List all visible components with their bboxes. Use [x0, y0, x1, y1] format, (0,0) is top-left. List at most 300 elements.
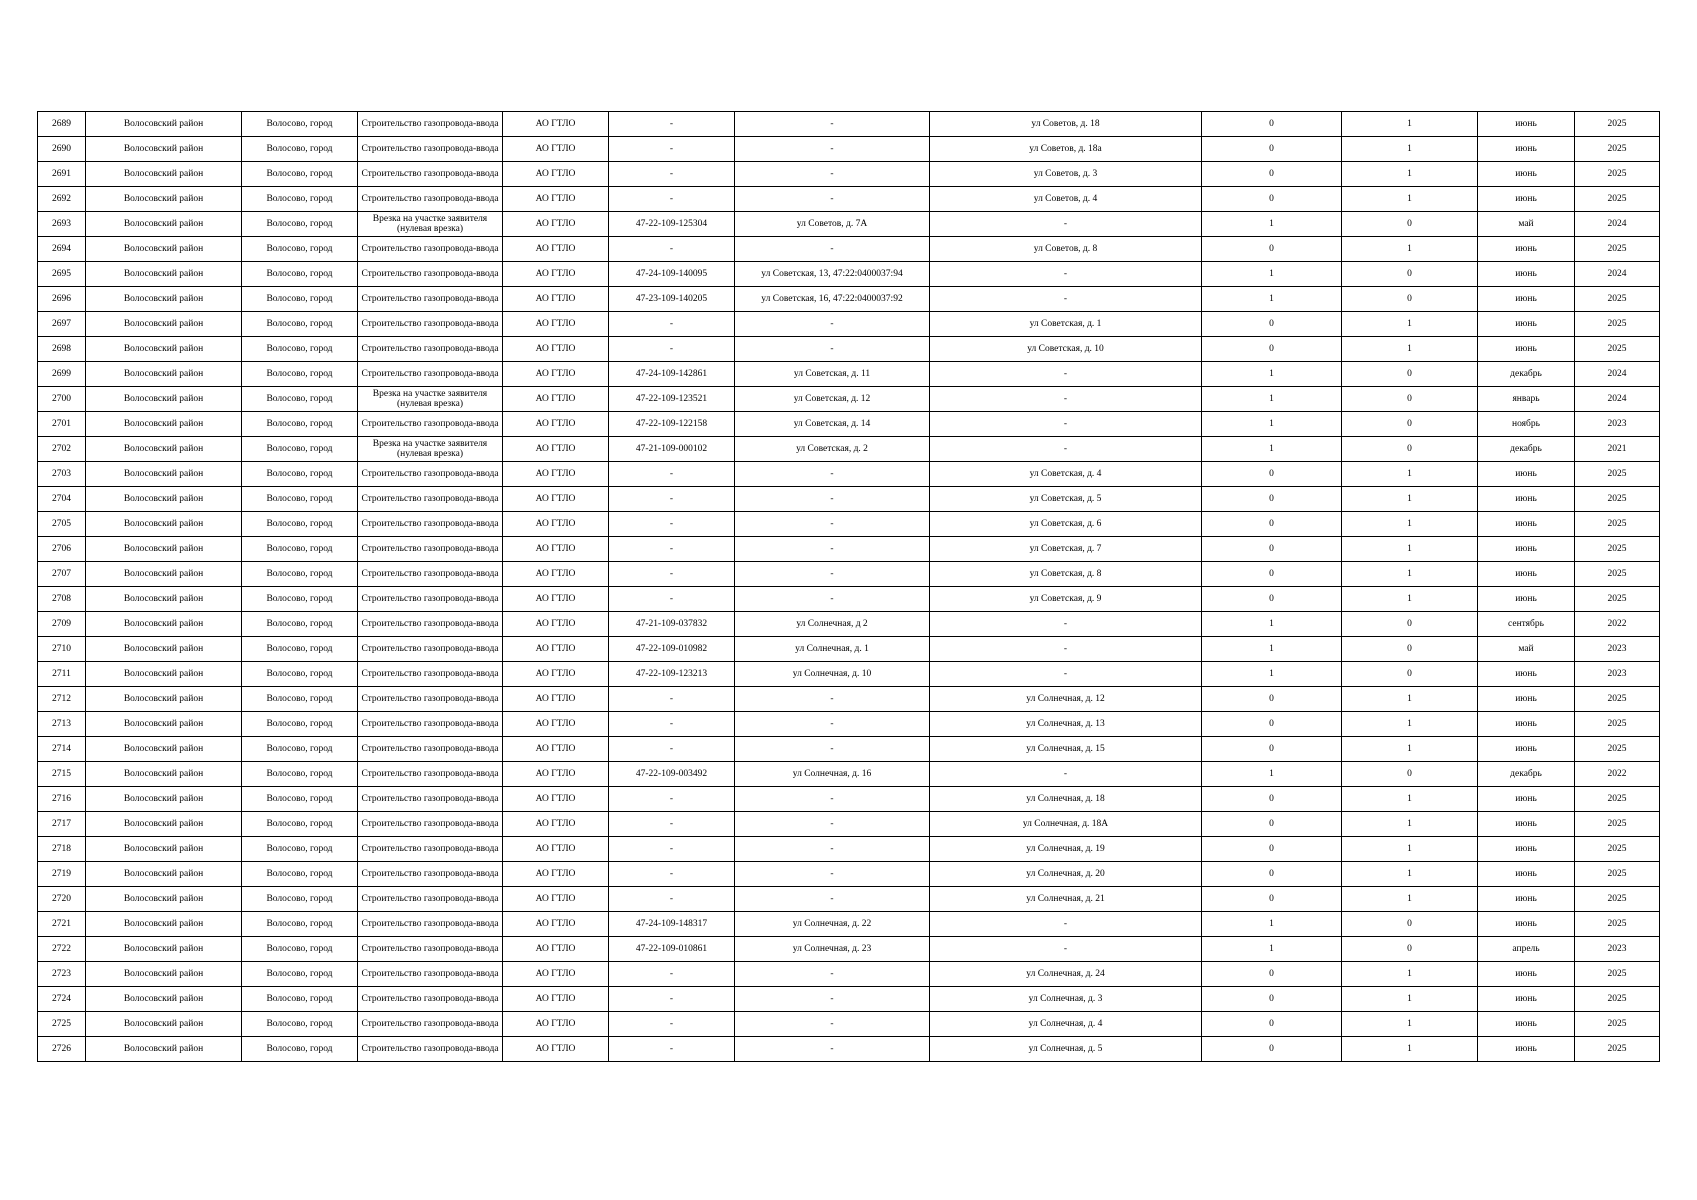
- count-a-cell: 0: [1202, 562, 1342, 587]
- district-cell: Волосовский район: [86, 612, 242, 637]
- count-b-cell: 1: [1342, 337, 1478, 362]
- month-cell: июнь: [1478, 1037, 1575, 1062]
- work-type-cell: Строительство газопровода-ввода: [358, 637, 503, 662]
- month-cell: июнь: [1478, 812, 1575, 837]
- object-address-cell: -: [930, 937, 1202, 962]
- applicant-address-cell: -: [735, 487, 930, 512]
- settlement-cell: Волосово, город: [242, 1037, 358, 1062]
- object-address-cell: -: [930, 437, 1202, 462]
- table-row: [38, 412, 1660, 437]
- table-row: [38, 912, 1660, 937]
- application-number-cell: -: [609, 987, 735, 1012]
- year-cell: 2025: [1575, 287, 1660, 312]
- work-type-cell: Врезка на участке заявителя (нулевая врезка): [358, 387, 503, 412]
- organization-cell: АО ГТЛО: [503, 362, 609, 387]
- applicant-address-cell: -: [735, 512, 930, 537]
- application-number-cell: 47-22-109-010861: [609, 937, 735, 962]
- row-number-cell: 2694: [38, 237, 86, 262]
- object-address-cell: ул Солнечная, д. 13: [930, 712, 1202, 737]
- count-a-cell: 0: [1202, 237, 1342, 262]
- settlement-cell: Волосово, город: [242, 987, 358, 1012]
- organization-cell: АО ГТЛО: [503, 837, 609, 862]
- settlement-cell: Волосово, город: [242, 837, 358, 862]
- count-b-cell: 1: [1342, 712, 1478, 737]
- application-number-cell: -: [609, 862, 735, 887]
- applicant-address-cell: ул Советская, д. 12: [735, 387, 930, 412]
- settlement-cell: Волосово, город: [242, 237, 358, 262]
- work-type-cell: Строительство газопровода-ввода: [358, 1037, 503, 1062]
- count-a-cell: 0: [1202, 737, 1342, 762]
- district-cell: Волосовский район: [86, 912, 242, 937]
- settlement-cell: Волосово, город: [242, 887, 358, 912]
- organization-cell: АО ГТЛО: [503, 637, 609, 662]
- district-cell: Волосовский район: [86, 287, 242, 312]
- organization-cell: АО ГТЛО: [503, 712, 609, 737]
- month-cell: июнь: [1478, 587, 1575, 612]
- count-a-cell: 0: [1202, 462, 1342, 487]
- application-number-cell: 47-21-109-000102: [609, 437, 735, 462]
- application-number-cell: 47-22-109-010982: [609, 637, 735, 662]
- table-row: [38, 1012, 1660, 1037]
- settlement-cell: Волосово, город: [242, 612, 358, 637]
- object-address-cell: ул Солнечная, д. 19: [930, 837, 1202, 862]
- application-number-cell: -: [609, 537, 735, 562]
- applicant-address-cell: -: [735, 112, 930, 137]
- organization-cell: АО ГТЛО: [503, 512, 609, 537]
- month-cell: июнь: [1478, 512, 1575, 537]
- settlement-cell: Волосово, город: [242, 112, 358, 137]
- table-row: [38, 987, 1660, 1012]
- applicant-address-cell: -: [735, 712, 930, 737]
- work-type-cell: Врезка на участке заявителя (нулевая врезка): [358, 212, 503, 237]
- table-row: [38, 337, 1660, 362]
- month-cell: июнь: [1478, 1012, 1575, 1037]
- organization-cell: АО ГТЛО: [503, 537, 609, 562]
- settlement-cell: Волосово, город: [242, 437, 358, 462]
- row-number-cell: 2697: [38, 312, 86, 337]
- organization-cell: АО ГТЛО: [503, 1037, 609, 1062]
- applicant-address-cell: ул Солнечная, д. 23: [735, 937, 930, 962]
- settlement-cell: Волосово, город: [242, 637, 358, 662]
- count-a-cell: 0: [1202, 787, 1342, 812]
- row-number-cell: 2707: [38, 562, 86, 587]
- month-cell: ноябрь: [1478, 412, 1575, 437]
- application-number-cell: -: [609, 462, 735, 487]
- row-number-cell: 2716: [38, 787, 86, 812]
- object-address-cell: ул Советская, д. 5: [930, 487, 1202, 512]
- row-number-cell: 2725: [38, 1012, 86, 1037]
- count-a-cell: 0: [1202, 587, 1342, 612]
- district-cell: Волосовский район: [86, 237, 242, 262]
- table-row: [38, 287, 1660, 312]
- table-row: [38, 487, 1660, 512]
- district-cell: Волосовский район: [86, 137, 242, 162]
- year-cell: 2023: [1575, 412, 1660, 437]
- application-number-cell: 47-22-109-122158: [609, 412, 735, 437]
- work-type-cell: Строительство газопровода-ввода: [358, 287, 503, 312]
- table-row: [38, 362, 1660, 387]
- applicant-address-cell: -: [735, 337, 930, 362]
- settlement-cell: Волосово, город: [242, 737, 358, 762]
- work-type-cell: Строительство газопровода-ввода: [358, 262, 503, 287]
- count-b-cell: 0: [1342, 637, 1478, 662]
- month-cell: июнь: [1478, 887, 1575, 912]
- work-type-cell: Строительство газопровода-ввода: [358, 862, 503, 887]
- work-type-cell: Строительство газопровода-ввода: [358, 887, 503, 912]
- settlement-cell: Волосово, город: [242, 162, 358, 187]
- district-cell: Волосовский район: [86, 937, 242, 962]
- count-b-cell: 1: [1342, 237, 1478, 262]
- district-cell: Волосовский район: [86, 512, 242, 537]
- count-b-cell: 1: [1342, 737, 1478, 762]
- district-cell: Волосовский район: [86, 362, 242, 387]
- count-b-cell: 0: [1342, 762, 1478, 787]
- year-cell: 2025: [1575, 462, 1660, 487]
- object-address-cell: ул Советов, д. 3: [930, 162, 1202, 187]
- row-number-cell: 2713: [38, 712, 86, 737]
- year-cell: 2025: [1575, 712, 1660, 737]
- count-a-cell: 0: [1202, 512, 1342, 537]
- settlement-cell: Волосово, город: [242, 712, 358, 737]
- table-row: [38, 437, 1660, 462]
- application-number-cell: 47-22-109-003492: [609, 762, 735, 787]
- table-row: [38, 662, 1660, 687]
- row-number-cell: 2711: [38, 662, 86, 687]
- table-row: [38, 162, 1660, 187]
- settlement-cell: Волосово, город: [242, 512, 358, 537]
- row-number-cell: 2723: [38, 962, 86, 987]
- work-type-cell: Строительство газопровода-ввода: [358, 112, 503, 137]
- application-number-cell: -: [609, 837, 735, 862]
- count-a-cell: 0: [1202, 862, 1342, 887]
- applicant-address-cell: -: [735, 1037, 930, 1062]
- object-address-cell: ул Советская, д. 7: [930, 537, 1202, 562]
- month-cell: июнь: [1478, 187, 1575, 212]
- district-cell: Волосовский район: [86, 437, 242, 462]
- settlement-cell: Волосово, город: [242, 337, 358, 362]
- count-b-cell: 0: [1342, 287, 1478, 312]
- year-cell: 2025: [1575, 812, 1660, 837]
- count-a-cell: 1: [1202, 212, 1342, 237]
- month-cell: декабрь: [1478, 362, 1575, 387]
- object-address-cell: ул Советская, д. 8: [930, 562, 1202, 587]
- object-address-cell: ул Советская, д. 9: [930, 587, 1202, 612]
- organization-cell: АО ГТЛО: [503, 287, 609, 312]
- month-cell: июнь: [1478, 912, 1575, 937]
- count-a-cell: 0: [1202, 112, 1342, 137]
- applicant-address-cell: -: [735, 962, 930, 987]
- district-cell: Волосовский район: [86, 587, 242, 612]
- district-cell: Волосовский район: [86, 762, 242, 787]
- table-row: [38, 237, 1660, 262]
- work-type-cell: Строительство газопровода-ввода: [358, 362, 503, 387]
- applicant-address-cell: ул Советов, д. 7А: [735, 212, 930, 237]
- count-a-cell: 0: [1202, 837, 1342, 862]
- applicant-address-cell: -: [735, 312, 930, 337]
- month-cell: июнь: [1478, 787, 1575, 812]
- year-cell: 2025: [1575, 1037, 1660, 1062]
- row-number-cell: 2702: [38, 437, 86, 462]
- district-cell: Волосовский район: [86, 787, 242, 812]
- applicant-address-cell: -: [735, 812, 930, 837]
- work-type-cell: Строительство газопровода-ввода: [358, 1012, 503, 1037]
- count-b-cell: 0: [1342, 262, 1478, 287]
- year-cell: 2025: [1575, 962, 1660, 987]
- table-row: [38, 587, 1660, 612]
- year-cell: 2025: [1575, 312, 1660, 337]
- applicant-address-cell: -: [735, 237, 930, 262]
- object-address-cell: -: [930, 912, 1202, 937]
- month-cell: май: [1478, 212, 1575, 237]
- object-address-cell: ул Советов, д. 18а: [930, 137, 1202, 162]
- count-b-cell: 0: [1342, 412, 1478, 437]
- work-type-cell: Строительство газопровода-ввода: [358, 687, 503, 712]
- application-number-cell: -: [609, 962, 735, 987]
- organization-cell: АО ГТЛО: [503, 937, 609, 962]
- year-cell: 2025: [1575, 237, 1660, 262]
- district-cell: Волосовский район: [86, 462, 242, 487]
- work-type-cell: Строительство газопровода-ввода: [358, 612, 503, 637]
- organization-cell: АО ГТЛО: [503, 762, 609, 787]
- table-row: [38, 637, 1660, 662]
- count-a-cell: 1: [1202, 437, 1342, 462]
- settlement-cell: Волосово, город: [242, 587, 358, 612]
- settlement-cell: Волосово, город: [242, 387, 358, 412]
- applicant-address-cell: -: [735, 187, 930, 212]
- count-b-cell: 0: [1342, 912, 1478, 937]
- year-cell: 2025: [1575, 987, 1660, 1012]
- object-address-cell: -: [930, 212, 1202, 237]
- year-cell: 2023: [1575, 637, 1660, 662]
- organization-cell: АО ГТЛО: [503, 987, 609, 1012]
- count-b-cell: 0: [1342, 612, 1478, 637]
- year-cell: 2025: [1575, 787, 1660, 812]
- district-cell: Волосовский район: [86, 812, 242, 837]
- year-cell: 2022: [1575, 762, 1660, 787]
- settlement-cell: Волосово, город: [242, 212, 358, 237]
- row-number-cell: 2717: [38, 812, 86, 837]
- row-number-cell: 2699: [38, 362, 86, 387]
- month-cell: июнь: [1478, 562, 1575, 587]
- organization-cell: АО ГТЛО: [503, 1012, 609, 1037]
- settlement-cell: Волосово, город: [242, 812, 358, 837]
- application-number-cell: 47-21-109-037832: [609, 612, 735, 637]
- object-address-cell: -: [930, 637, 1202, 662]
- district-cell: Волосовский район: [86, 662, 242, 687]
- organization-cell: АО ГТЛО: [503, 237, 609, 262]
- count-a-cell: 0: [1202, 1037, 1342, 1062]
- count-a-cell: 0: [1202, 962, 1342, 987]
- organization-cell: АО ГТЛО: [503, 387, 609, 412]
- count-a-cell: 1: [1202, 412, 1342, 437]
- district-cell: Волосовский район: [86, 262, 242, 287]
- count-a-cell: 0: [1202, 1012, 1342, 1037]
- month-cell: январь: [1478, 387, 1575, 412]
- settlement-cell: Волосово, город: [242, 562, 358, 587]
- district-cell: Волосовский район: [86, 1012, 242, 1037]
- count-b-cell: 1: [1342, 587, 1478, 612]
- count-a-cell: 0: [1202, 712, 1342, 737]
- year-cell: 2025: [1575, 162, 1660, 187]
- count-b-cell: 1: [1342, 887, 1478, 912]
- application-number-cell: 47-23-109-140205: [609, 287, 735, 312]
- table-row: [38, 787, 1660, 812]
- object-address-cell: ул Советская, д. 1: [930, 312, 1202, 337]
- count-b-cell: 1: [1342, 137, 1478, 162]
- object-address-cell: ул Советов, д. 8: [930, 237, 1202, 262]
- settlement-cell: Волосово, город: [242, 362, 358, 387]
- table-row: [38, 312, 1660, 337]
- work-type-cell: Строительство газопровода-ввода: [358, 762, 503, 787]
- row-number-cell: 2715: [38, 762, 86, 787]
- count-b-cell: 1: [1342, 562, 1478, 587]
- month-cell: июнь: [1478, 162, 1575, 187]
- organization-cell: АО ГТЛО: [503, 137, 609, 162]
- year-cell: 2025: [1575, 562, 1660, 587]
- applicant-address-cell: -: [735, 562, 930, 587]
- settlement-cell: Волосово, город: [242, 912, 358, 937]
- year-cell: 2025: [1575, 337, 1660, 362]
- organization-cell: АО ГТЛО: [503, 212, 609, 237]
- applicant-address-cell: ул Солнечная, д. 10: [735, 662, 930, 687]
- district-cell: Волосовский район: [86, 537, 242, 562]
- applicant-address-cell: -: [735, 987, 930, 1012]
- month-cell: июнь: [1478, 837, 1575, 862]
- district-cell: Волосовский район: [86, 487, 242, 512]
- district-cell: Волосовский район: [86, 212, 242, 237]
- count-a-cell: 0: [1202, 537, 1342, 562]
- count-a-cell: 0: [1202, 687, 1342, 712]
- settlement-cell: Волосово, город: [242, 1012, 358, 1037]
- organization-cell: АО ГТЛО: [503, 612, 609, 637]
- district-cell: Волосовский район: [86, 637, 242, 662]
- work-type-cell: Строительство газопровода-ввода: [358, 137, 503, 162]
- table-row: [38, 962, 1660, 987]
- application-number-cell: -: [609, 487, 735, 512]
- month-cell: июнь: [1478, 462, 1575, 487]
- row-number-cell: 2706: [38, 537, 86, 562]
- month-cell: июнь: [1478, 112, 1575, 137]
- count-b-cell: 1: [1342, 812, 1478, 837]
- applicant-address-cell: -: [735, 462, 930, 487]
- work-type-cell: Строительство газопровода-ввода: [358, 987, 503, 1012]
- object-address-cell: ул Солнечная, д. 21: [930, 887, 1202, 912]
- table-row: [38, 262, 1660, 287]
- row-number-cell: 2689: [38, 112, 86, 137]
- year-cell: 2023: [1575, 662, 1660, 687]
- row-number-cell: 2721: [38, 912, 86, 937]
- organization-cell: АО ГТЛО: [503, 787, 609, 812]
- applicant-address-cell: -: [735, 837, 930, 862]
- work-type-cell: Строительство газопровода-ввода: [358, 537, 503, 562]
- row-number-cell: 2695: [38, 262, 86, 287]
- settlement-cell: Волосово, город: [242, 662, 358, 687]
- application-number-cell: -: [609, 812, 735, 837]
- district-cell: Волосовский район: [86, 687, 242, 712]
- settlement-cell: Волосово, город: [242, 412, 358, 437]
- district-cell: Волосовский район: [86, 162, 242, 187]
- count-a-cell: 1: [1202, 912, 1342, 937]
- month-cell: июнь: [1478, 687, 1575, 712]
- district-cell: Волосовский район: [86, 837, 242, 862]
- application-number-cell: -: [609, 162, 735, 187]
- month-cell: апрель: [1478, 937, 1575, 962]
- work-type-cell: Строительство газопровода-ввода: [358, 462, 503, 487]
- applicant-address-cell: ул Солнечная, д. 16: [735, 762, 930, 787]
- applicant-address-cell: -: [735, 887, 930, 912]
- count-a-cell: 0: [1202, 187, 1342, 212]
- application-number-cell: -: [609, 787, 735, 812]
- month-cell: декабрь: [1478, 762, 1575, 787]
- year-cell: 2025: [1575, 1012, 1660, 1037]
- count-b-cell: 1: [1342, 1037, 1478, 1062]
- year-cell: 2025: [1575, 687, 1660, 712]
- object-address-cell: ул Солнечная, д. 24: [930, 962, 1202, 987]
- row-number-cell: 2724: [38, 987, 86, 1012]
- organization-cell: АО ГТЛО: [503, 737, 609, 762]
- month-cell: июнь: [1478, 262, 1575, 287]
- object-address-cell: ул Советов, д. 18: [930, 112, 1202, 137]
- table-row: [38, 937, 1660, 962]
- row-number-cell: 2700: [38, 387, 86, 412]
- row-number-cell: 2696: [38, 287, 86, 312]
- count-a-cell: 1: [1202, 637, 1342, 662]
- work-type-cell: Строительство газопровода-ввода: [358, 412, 503, 437]
- year-cell: 2025: [1575, 862, 1660, 887]
- object-address-cell: ул Солнечная, д. 18: [930, 787, 1202, 812]
- organization-cell: АО ГТЛО: [503, 262, 609, 287]
- application-number-cell: -: [609, 137, 735, 162]
- settlement-cell: Волосово, город: [242, 537, 358, 562]
- application-number-cell: -: [609, 1037, 735, 1062]
- district-cell: Волосовский район: [86, 562, 242, 587]
- count-b-cell: 1: [1342, 462, 1478, 487]
- count-a-cell: 1: [1202, 662, 1342, 687]
- district-cell: Волосовский район: [86, 112, 242, 137]
- count-b-cell: 1: [1342, 862, 1478, 887]
- application-number-cell: 47-22-109-123521: [609, 387, 735, 412]
- organization-cell: АО ГТЛО: [503, 912, 609, 937]
- district-cell: Волосовский район: [86, 987, 242, 1012]
- month-cell: июнь: [1478, 312, 1575, 337]
- application-number-cell: 47-24-109-142861: [609, 362, 735, 387]
- organization-cell: АО ГТЛО: [503, 662, 609, 687]
- application-number-cell: -: [609, 237, 735, 262]
- district-cell: Волосовский район: [86, 337, 242, 362]
- object-address-cell: ул Советская, д. 4: [930, 462, 1202, 487]
- table-body: [38, 112, 1660, 1062]
- organization-cell: АО ГТЛО: [503, 412, 609, 437]
- month-cell: июнь: [1478, 662, 1575, 687]
- settlement-cell: Волосово, город: [242, 962, 358, 987]
- work-type-cell: Строительство газопровода-ввода: [358, 662, 503, 687]
- table-row: [38, 612, 1660, 637]
- applicant-address-cell: ул Солнечная, д 2: [735, 612, 930, 637]
- application-number-cell: -: [609, 587, 735, 612]
- count-b-cell: 1: [1342, 837, 1478, 862]
- object-address-cell: -: [930, 362, 1202, 387]
- applicant-address-cell: -: [735, 687, 930, 712]
- row-number-cell: 2701: [38, 412, 86, 437]
- settlement-cell: Волосово, город: [242, 487, 358, 512]
- count-a-cell: 1: [1202, 362, 1342, 387]
- count-b-cell: 1: [1342, 162, 1478, 187]
- month-cell: июнь: [1478, 487, 1575, 512]
- work-type-cell: Строительство газопровода-ввода: [358, 337, 503, 362]
- applicant-address-cell: -: [735, 537, 930, 562]
- year-cell: 2025: [1575, 512, 1660, 537]
- month-cell: июнь: [1478, 712, 1575, 737]
